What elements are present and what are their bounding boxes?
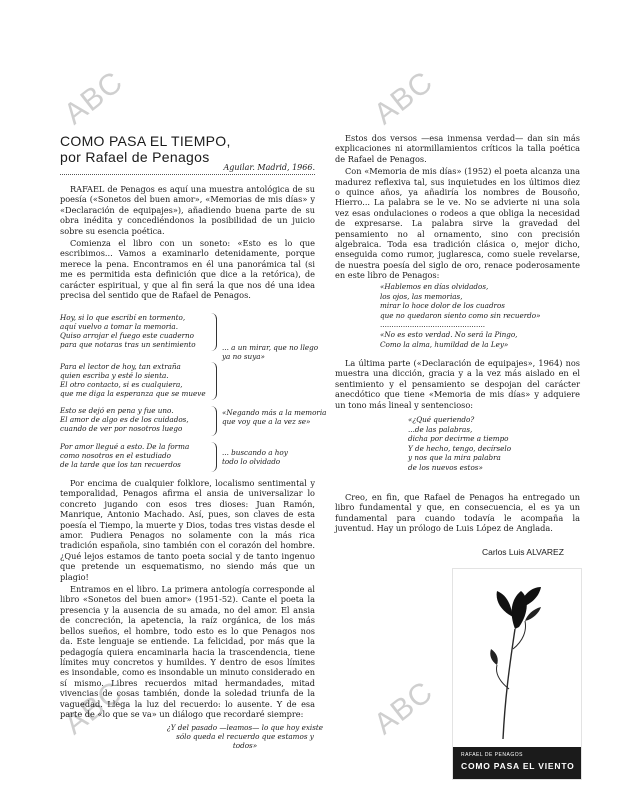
paragraph: La última parte («Declaración de equipajes», 1964) nos muestra una dicción, gracia y a la vez más aislado en el sentimiento y el pensamiento se despojan del carácter anecdótico que tiene «Memoria de mis días» y adquiere un tono más lineal y sentencioso: [335, 358, 580, 410]
poem-excerpt-2 [408, 415, 578, 473]
verse-lines [60, 362, 208, 398]
byline: Aguilar. Madrid, 1966. [223, 163, 315, 172]
brace [210, 313, 217, 351]
poem-line: de los nuevos estos» [408, 462, 483, 472]
paragraph: Creo, en fin, que Rafael de Penagos ha entregado un libro fundamental y que, en consecuencia, el es ya un fundamental para cuando todavía le acompaña la juventud. Hay un prólogo de Luis López de Anglada. [335, 492, 580, 534]
verse-line: Para el lector de hoy, tan extraña [60, 362, 181, 371]
right-column-intro [335, 133, 580, 283]
verse-group-4 [60, 442, 330, 472]
brace [210, 362, 217, 400]
poem-line: ...de las palabras, [408, 424, 473, 434]
poem-line: mirar lo hoce dolor de los cuadros [380, 301, 505, 311]
divider [60, 174, 315, 175]
author-signature: Carlos Luis ALVAREZ [482, 547, 564, 557]
left-column-body [60, 478, 315, 721]
verse-line: como nosotros en el estudiado [60, 451, 171, 460]
watermark-abc: ABC [58, 65, 130, 132]
verse-lines [60, 442, 208, 469]
book-author: RAFAEL DE PENAGOS [461, 752, 523, 758]
verse-line: de la tarde que los tan recuerdos [60, 460, 181, 469]
book-cover-image [452, 568, 582, 780]
verse-note [222, 448, 332, 466]
poem-line: Y de hecho, tengo, decírselo [408, 443, 512, 453]
poem-line: «No es esto verdad. No será la Pingo, [380, 329, 518, 339]
verse-line: cuando de ver por nosotros luego [60, 424, 183, 433]
watermark-abc: ABC [58, 675, 130, 742]
poem-line: .............................................. [380, 320, 486, 330]
poem-line: que no quedaron siento como sin recuerdo» [380, 310, 541, 320]
verse-lines [60, 313, 208, 349]
verse-line: aquí vuelvo a tomar la memoria. [60, 322, 179, 331]
watermark-abc: ABC [368, 675, 440, 742]
poem-line: Como la alma, humildad de la Ley» [380, 339, 509, 349]
verse-line: El amor de algo es de los cuidados, [60, 415, 189, 424]
note-line: ya no suya» [222, 352, 265, 361]
title-line-1: COMO PASA EL TIEMPO, [60, 133, 231, 149]
verse-line: Por amor llegué a esto. De la forma [60, 442, 190, 451]
poem-line: y nos que la mira palabra [408, 453, 501, 463]
paragraph: Estos dos versos —esa inmensa verdad— dan sin más explicaciones ni atormillamientos críticos la talla poética de Rafael de Penagos. [335, 133, 580, 164]
verse-line: que me diga la esperanza que se mueve [60, 389, 206, 398]
verse-line: Hoy, si lo que escribí en tormento, [60, 313, 186, 322]
verse-note [222, 408, 332, 426]
verse-line: para que notaras tras un sentimiento [60, 340, 196, 349]
verse-line: El otro contacto, si es cualquiera, [60, 380, 183, 389]
note-line: «Negando más a la memoria [222, 408, 327, 417]
note-line: ... buscando a hoy [222, 448, 288, 457]
closing-verse [165, 723, 325, 750]
verse-lines [60, 406, 208, 433]
right-column-middle [335, 358, 580, 412]
verse-line: quien escriba y esté lo sienta. [60, 371, 169, 380]
left-column-intro [60, 184, 315, 302]
verse-group-3 [60, 406, 330, 436]
verse-line: Quiso arrojar el fuego este cuaderno [60, 331, 194, 340]
article-title [60, 133, 231, 165]
right-column-conclusion [335, 492, 580, 536]
verse-line: sólo queda el recuerdo que estamos y todos» [176, 732, 314, 750]
watermark-abc: ABC [368, 65, 440, 132]
paragraph: RAFAEL de Penagos es aquí una muestra antológica de su poesía («Sonetos del buen amor», «Memorias de mis días» y «Declaración de equipajes»), añadiendo buena parte de su obra inédita y concediéndonos la posibilidad de un juicio sobre su esencia poética. [60, 184, 315, 236]
book-title: COMO PASA EL VIENTO [461, 761, 575, 771]
title-line-2: por Rafael de Penagos [60, 149, 210, 165]
poem-line: «¿Qué queriendo? [408, 415, 475, 424]
poem-line: dicha por decirme a tiempo [408, 434, 509, 444]
verse-line: Esto se dejó en pena y fue uno. [60, 406, 174, 415]
paragraph: Entramos en el libro. La primera antología corresponde al libro «Sonetos del buen amor» (1951-52). Cante el poeta la presencia y la ausencia de su amada, no del amor. El ansia de concreción, la apetencia, la raíz orgánica, de los más bellos sueños, el hombre, todo esto es lo que Penagos nos da. Este lenguaje se entiende. La felicidad, por más que la pedagogía quiera encaminarla hacia la trascendencia, tiene límites muy concretos y humildes. Y dentro de esos límites es insondable, como es insondable un minuto considerado en sí mismo. Libres recuerdos mitad hermandades, mitad vivencias de cosas también, donde la soledad triunfa de la vaguedad. Llega la luz del recuerdo: lo ausente. Y de esa parte de «lo que se va» un diálogo que recordaré siempre: [60, 584, 315, 719]
poem-line: «Hablemos en días olvidados, [380, 282, 489, 291]
paragraph: Comienza el libro con un soneto: «Esto es lo que escribimos... Vamos a examinarlo detenidamente, porque merece la pena. Encontramos en él una panorámica tal (si me es permitida esta definición que dice a la retórica), de carácter espiritual, y que al fin será la que nos dé una idea precisa del sentido que de Rafael de Penagos. [60, 238, 315, 301]
paragraph: Por encima de cualquier folklore, localismo sentimental y temporalidad, Penagos afirma el ansia de universalizar lo concreto jugando con esos tres dioses: Juan Ramón, Manrique, Antonio Machado. Así, pues, son claves de esta poesía el Tiempo, la muerte y Dios, todas tres vistas desde el amor. Pudiera Penagos no solamente con la más rica tradición española, sino también con el corazón del hombre. ¿Qué lejos estamos de tanto poeta social y de tanto ingenuo que pretende un esquematismo, no siendo más que un plagio! [60, 478, 315, 582]
note-line: que voy que a la vez se» [222, 417, 311, 426]
verse-line: ¿Y del pasado —leamos— lo que hoy existe [166, 723, 324, 732]
brace [210, 406, 217, 436]
verse-group-1 [60, 313, 330, 361]
paragraph: Con «Memoria de mis días» (1952) el poeta alcanza una madurez reflexiva tal, sus inquietudes en los últimos diez o quince años, ya añadiría los nombres de Bousoño, Hierro... La palabra se le ve. No se advierte ni una sola vez esas ondulaciones o rodeos a que obliga la necesidad de expresarse. La palabra sirve la gravedad del pensamiento no al ornamento, sino con precisión algebraica. Toda esa tradición clásica o, mejor dicho, enseguida como rumor, juglaresca, como suele revelarse, de nuestra poesía del siglo de oro, renace poderosamente en este libro de Penagos: [335, 166, 580, 281]
poem-excerpt-1 [380, 282, 580, 349]
verse-note [222, 343, 332, 361]
verse-group-2 [60, 362, 330, 400]
flower-illustration [453, 569, 581, 747]
note-line: todo lo olvidado [222, 457, 281, 466]
poem-line: los ojos, las memorias, [380, 291, 463, 301]
brace [210, 442, 217, 472]
book-title-band [453, 747, 581, 779]
note-line: ... a un mirar, que no llego [222, 343, 319, 352]
